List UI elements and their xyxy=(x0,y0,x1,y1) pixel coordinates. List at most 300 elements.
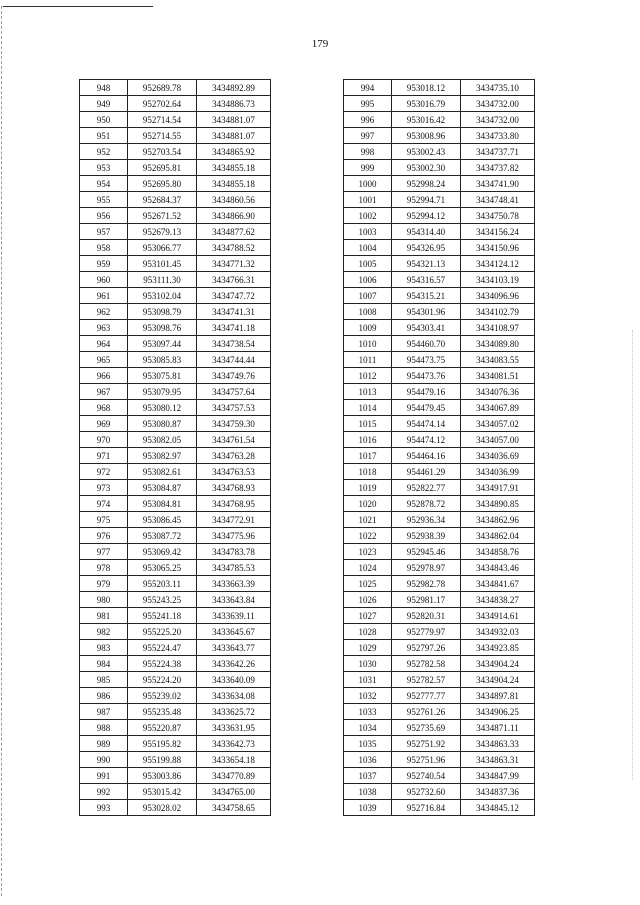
point-number-cell: 977 xyxy=(80,544,128,560)
y-coordinate-cell: 3434838.27 xyxy=(461,592,535,608)
top-rule xyxy=(3,6,153,7)
point-number-cell: 960 xyxy=(80,272,128,288)
x-coordinate-cell: 953086.45 xyxy=(128,512,197,528)
y-coordinate-cell: 3434881.07 xyxy=(197,112,271,128)
point-number-cell: 970 xyxy=(80,432,128,448)
x-coordinate-cell: 952703.54 xyxy=(128,144,197,160)
x-coordinate-cell: 952777.77 xyxy=(392,688,461,704)
y-coordinate-cell: 3434768.93 xyxy=(197,480,271,496)
y-coordinate-cell: 3434923.85 xyxy=(461,640,535,656)
y-coordinate-cell: 3434738.54 xyxy=(197,336,271,352)
x-coordinate-cell: 953111.30 xyxy=(128,272,197,288)
table-row xyxy=(344,688,535,704)
x-coordinate-cell: 953003.86 xyxy=(128,768,197,784)
y-coordinate-cell: 3434917.91 xyxy=(461,480,535,496)
table-row xyxy=(80,304,271,320)
x-coordinate-cell: 953098.79 xyxy=(128,304,197,320)
y-coordinate-cell: 3434067.89 xyxy=(461,400,535,416)
point-number-cell: 1038 xyxy=(344,784,392,800)
point-number-cell: 957 xyxy=(80,224,128,240)
x-coordinate-cell: 953002.30 xyxy=(392,160,461,176)
y-coordinate-cell: 3434757.53 xyxy=(197,400,271,416)
y-coordinate-cell: 3434892.89 xyxy=(197,80,271,96)
y-coordinate-cell: 3434102.79 xyxy=(461,304,535,320)
x-coordinate-cell: 952714.54 xyxy=(128,112,197,128)
point-number-cell: 961 xyxy=(80,288,128,304)
table-row xyxy=(344,800,535,816)
y-coordinate-cell: 3434775.96 xyxy=(197,528,271,544)
y-coordinate-cell: 3434862.04 xyxy=(461,528,535,544)
point-number-cell: 988 xyxy=(80,720,128,736)
y-coordinate-cell: 3433631.95 xyxy=(197,720,271,736)
x-coordinate-cell: 952714.55 xyxy=(128,128,197,144)
point-number-cell: 990 xyxy=(80,752,128,768)
y-coordinate-cell: 3433643.84 xyxy=(197,592,271,608)
point-number-cell: 1023 xyxy=(344,544,392,560)
y-coordinate-cell: 3433663.39 xyxy=(197,576,271,592)
x-coordinate-cell: 952936.34 xyxy=(392,512,461,528)
point-number-cell: 1010 xyxy=(344,336,392,352)
point-number-cell: 998 xyxy=(344,144,392,160)
point-number-cell: 968 xyxy=(80,400,128,416)
x-coordinate-cell: 952822.77 xyxy=(392,480,461,496)
y-coordinate-cell: 3434757.64 xyxy=(197,384,271,400)
y-coordinate-cell: 3434886.73 xyxy=(197,96,271,112)
x-coordinate-cell: 952689.78 xyxy=(128,80,197,96)
point-number-cell: 1028 xyxy=(344,624,392,640)
table-row xyxy=(344,752,535,768)
x-coordinate-cell: 952716.84 xyxy=(392,800,461,816)
table-row xyxy=(344,288,535,304)
table-row xyxy=(80,688,271,704)
point-number-cell: 1037 xyxy=(344,768,392,784)
point-number-cell: 1025 xyxy=(344,576,392,592)
y-coordinate-cell: 3434748.41 xyxy=(461,192,535,208)
point-number-cell: 1011 xyxy=(344,352,392,368)
table-row xyxy=(80,672,271,688)
table-row xyxy=(80,320,271,336)
table-row xyxy=(80,752,271,768)
y-coordinate-cell: 3434771.32 xyxy=(197,256,271,272)
table-row xyxy=(344,736,535,752)
table-row xyxy=(344,544,535,560)
point-number-cell: 1016 xyxy=(344,432,392,448)
x-coordinate-cell: 954479.16 xyxy=(392,384,461,400)
scan-left-edge xyxy=(1,6,2,896)
point-number-cell: 1019 xyxy=(344,480,392,496)
y-coordinate-cell: 3434732.00 xyxy=(461,112,535,128)
x-coordinate-cell: 952878.72 xyxy=(392,496,461,512)
table-row xyxy=(80,224,271,240)
y-coordinate-cell: 3434865.92 xyxy=(197,144,271,160)
table-row xyxy=(80,400,271,416)
point-number-cell: 959 xyxy=(80,256,128,272)
point-number-cell: 987 xyxy=(80,704,128,720)
x-coordinate-cell: 955243.25 xyxy=(128,592,197,608)
x-coordinate-cell: 955224.47 xyxy=(128,640,197,656)
y-coordinate-cell: 3434906.25 xyxy=(461,704,535,720)
point-number-cell: 1014 xyxy=(344,400,392,416)
x-coordinate-cell: 952751.92 xyxy=(392,736,461,752)
y-coordinate-cell: 3434103.19 xyxy=(461,272,535,288)
point-number-cell: 952 xyxy=(80,144,128,160)
point-number-cell: 965 xyxy=(80,352,128,368)
table-row xyxy=(80,448,271,464)
table-row xyxy=(80,288,271,304)
point-number-cell: 1005 xyxy=(344,256,392,272)
point-number-cell: 962 xyxy=(80,304,128,320)
point-number-cell: 1026 xyxy=(344,592,392,608)
x-coordinate-cell: 954474.12 xyxy=(392,432,461,448)
y-coordinate-cell: 3434747.72 xyxy=(197,288,271,304)
y-coordinate-cell: 3434057.02 xyxy=(461,416,535,432)
x-coordinate-cell: 952679.13 xyxy=(128,224,197,240)
table-row xyxy=(80,608,271,624)
point-number-cell: 1031 xyxy=(344,672,392,688)
point-number-cell: 967 xyxy=(80,384,128,400)
point-number-cell: 1015 xyxy=(344,416,392,432)
y-coordinate-cell: 3434897.81 xyxy=(461,688,535,704)
point-number-cell: 976 xyxy=(80,528,128,544)
point-number-cell: 1012 xyxy=(344,368,392,384)
table-row xyxy=(80,384,271,400)
x-coordinate-cell: 952782.58 xyxy=(392,656,461,672)
table-row xyxy=(80,768,271,784)
x-coordinate-cell: 953087.72 xyxy=(128,528,197,544)
y-coordinate-cell: 3434837.36 xyxy=(461,784,535,800)
point-number-cell: 1022 xyxy=(344,528,392,544)
table-row xyxy=(344,240,535,256)
x-coordinate-cell: 953082.61 xyxy=(128,464,197,480)
point-number-cell: 966 xyxy=(80,368,128,384)
point-number-cell: 951 xyxy=(80,128,128,144)
y-coordinate-cell: 3434855.18 xyxy=(197,160,271,176)
y-coordinate-cell: 3434877.62 xyxy=(197,224,271,240)
y-coordinate-cell: 3434096.96 xyxy=(461,288,535,304)
y-coordinate-cell: 3434866.90 xyxy=(197,208,271,224)
x-coordinate-cell: 953101.45 xyxy=(128,256,197,272)
table-row xyxy=(344,224,535,240)
y-coordinate-cell: 3434783.78 xyxy=(197,544,271,560)
table-row xyxy=(80,240,271,256)
x-coordinate-cell: 953015.42 xyxy=(128,784,197,800)
x-coordinate-cell: 953018.12 xyxy=(392,80,461,96)
table-row xyxy=(344,176,535,192)
table-row xyxy=(344,160,535,176)
y-coordinate-cell: 3434759.30 xyxy=(197,416,271,432)
table-row xyxy=(80,80,271,96)
table-row xyxy=(344,112,535,128)
table-row xyxy=(80,560,271,576)
y-coordinate-cell: 3434749.76 xyxy=(197,368,271,384)
table-row xyxy=(80,352,271,368)
coordinate-table-right xyxy=(343,79,535,816)
y-coordinate-cell: 3434765.00 xyxy=(197,784,271,800)
x-coordinate-cell: 953028.02 xyxy=(128,800,197,816)
table-row xyxy=(80,128,271,144)
point-number-cell: 999 xyxy=(344,160,392,176)
x-coordinate-cell: 955195.82 xyxy=(128,736,197,752)
table-row xyxy=(344,128,535,144)
y-coordinate-cell: 3434785.53 xyxy=(197,560,271,576)
point-number-cell: 996 xyxy=(344,112,392,128)
table-row xyxy=(344,656,535,672)
x-coordinate-cell: 954314.40 xyxy=(392,224,461,240)
table-row xyxy=(344,672,535,688)
y-coordinate-cell: 3434871.11 xyxy=(461,720,535,736)
y-coordinate-cell: 3434124.12 xyxy=(461,256,535,272)
table-row xyxy=(80,144,271,160)
y-coordinate-cell: 3433640.09 xyxy=(197,672,271,688)
point-number-cell: 1006 xyxy=(344,272,392,288)
table-row xyxy=(80,656,271,672)
y-coordinate-cell: 3434890.85 xyxy=(461,496,535,512)
x-coordinate-cell: 953008.96 xyxy=(392,128,461,144)
y-coordinate-cell: 3434904.24 xyxy=(461,656,535,672)
x-coordinate-cell: 955224.20 xyxy=(128,672,197,688)
point-number-cell: 1007 xyxy=(344,288,392,304)
point-number-cell: 954 xyxy=(80,176,128,192)
table-row xyxy=(344,384,535,400)
x-coordinate-cell: 952797.26 xyxy=(392,640,461,656)
x-coordinate-cell: 954464.16 xyxy=(392,448,461,464)
y-coordinate-cell: 3433625.72 xyxy=(197,704,271,720)
x-coordinate-cell: 954315.21 xyxy=(392,288,461,304)
table-row xyxy=(344,208,535,224)
point-number-cell: 1032 xyxy=(344,688,392,704)
y-coordinate-cell: 3434036.69 xyxy=(461,448,535,464)
x-coordinate-cell: 952994.12 xyxy=(392,208,461,224)
y-coordinate-cell: 3434741.18 xyxy=(197,320,271,336)
x-coordinate-cell: 953102.04 xyxy=(128,288,197,304)
point-number-cell: 1030 xyxy=(344,656,392,672)
x-coordinate-cell: 953002.43 xyxy=(392,144,461,160)
x-coordinate-cell: 953016.42 xyxy=(392,112,461,128)
point-number-cell: 995 xyxy=(344,96,392,112)
table-row xyxy=(80,336,271,352)
table-row xyxy=(344,256,535,272)
point-number-cell: 1002 xyxy=(344,208,392,224)
point-number-cell: 949 xyxy=(80,96,128,112)
x-coordinate-cell: 955239.02 xyxy=(128,688,197,704)
y-coordinate-cell: 3434156.24 xyxy=(461,224,535,240)
table-row xyxy=(80,480,271,496)
table-row xyxy=(80,160,271,176)
y-coordinate-cell: 3434758.65 xyxy=(197,800,271,816)
table-row xyxy=(344,80,535,96)
y-coordinate-cell: 3434750.78 xyxy=(461,208,535,224)
point-number-cell: 1008 xyxy=(344,304,392,320)
point-number-cell: 964 xyxy=(80,336,128,352)
point-number-cell: 1003 xyxy=(344,224,392,240)
y-coordinate-cell: 3434788.52 xyxy=(197,240,271,256)
table-row xyxy=(344,576,535,592)
point-number-cell: 1021 xyxy=(344,512,392,528)
table-row xyxy=(344,448,535,464)
table-row xyxy=(80,512,271,528)
x-coordinate-cell: 954301.96 xyxy=(392,304,461,320)
point-number-cell: 969 xyxy=(80,416,128,432)
x-coordinate-cell: 952735.69 xyxy=(392,720,461,736)
point-number-cell: 1017 xyxy=(344,448,392,464)
x-coordinate-cell: 954460.70 xyxy=(392,336,461,352)
point-number-cell: 993 xyxy=(80,800,128,816)
y-coordinate-cell: 3434847.99 xyxy=(461,768,535,784)
x-coordinate-cell: 952732.60 xyxy=(392,784,461,800)
x-coordinate-cell: 955241.18 xyxy=(128,608,197,624)
x-coordinate-cell: 953016.79 xyxy=(392,96,461,112)
table-row xyxy=(80,720,271,736)
point-number-cell: 1004 xyxy=(344,240,392,256)
x-coordinate-cell: 952998.24 xyxy=(392,176,461,192)
table-row xyxy=(344,768,535,784)
point-number-cell: 1024 xyxy=(344,560,392,576)
point-number-cell: 1018 xyxy=(344,464,392,480)
point-number-cell: 975 xyxy=(80,512,128,528)
point-number-cell: 984 xyxy=(80,656,128,672)
x-coordinate-cell: 953085.83 xyxy=(128,352,197,368)
table-row xyxy=(80,96,271,112)
table-row xyxy=(344,560,535,576)
y-coordinate-cell: 3434741.31 xyxy=(197,304,271,320)
table-row xyxy=(80,640,271,656)
x-coordinate-cell: 952702.64 xyxy=(128,96,197,112)
point-number-cell: 958 xyxy=(80,240,128,256)
point-number-cell: 955 xyxy=(80,192,128,208)
table-row xyxy=(80,208,271,224)
table-row xyxy=(344,608,535,624)
x-coordinate-cell: 953075.81 xyxy=(128,368,197,384)
point-number-cell: 989 xyxy=(80,736,128,752)
x-coordinate-cell: 955235.48 xyxy=(128,704,197,720)
x-coordinate-cell: 954316.57 xyxy=(392,272,461,288)
y-coordinate-cell: 3434732.00 xyxy=(461,96,535,112)
x-coordinate-cell: 952695.80 xyxy=(128,176,197,192)
table-row xyxy=(344,192,535,208)
x-coordinate-cell: 953084.81 xyxy=(128,496,197,512)
point-number-cell: 992 xyxy=(80,784,128,800)
table-row xyxy=(344,704,535,720)
x-coordinate-cell: 954321.13 xyxy=(392,256,461,272)
y-coordinate-cell: 3434772.91 xyxy=(197,512,271,528)
table-row xyxy=(344,272,535,288)
x-coordinate-cell: 952761.26 xyxy=(392,704,461,720)
table-row xyxy=(80,592,271,608)
table-row xyxy=(344,512,535,528)
y-coordinate-cell: 3434766.31 xyxy=(197,272,271,288)
x-coordinate-cell: 954479.45 xyxy=(392,400,461,416)
y-coordinate-cell: 3434845.12 xyxy=(461,800,535,816)
point-number-cell: 971 xyxy=(80,448,128,464)
point-number-cell: 1027 xyxy=(344,608,392,624)
x-coordinate-cell: 953080.12 xyxy=(128,400,197,416)
table-row xyxy=(344,400,535,416)
y-coordinate-cell: 3434057.00 xyxy=(461,432,535,448)
y-coordinate-cell: 3434932.03 xyxy=(461,624,535,640)
y-coordinate-cell: 3434862.96 xyxy=(461,512,535,528)
point-number-cell: 974 xyxy=(80,496,128,512)
point-number-cell: 994 xyxy=(344,80,392,96)
table-row xyxy=(80,624,271,640)
y-coordinate-cell: 3434855.18 xyxy=(197,176,271,192)
table-row xyxy=(80,464,271,480)
table-row xyxy=(80,256,271,272)
table-row xyxy=(344,720,535,736)
y-coordinate-cell: 3433643.77 xyxy=(197,640,271,656)
x-coordinate-cell: 952740.54 xyxy=(392,768,461,784)
y-coordinate-cell: 3434881.07 xyxy=(197,128,271,144)
table-row xyxy=(344,592,535,608)
y-coordinate-cell: 3434735.10 xyxy=(461,80,535,96)
y-coordinate-cell: 3433639.11 xyxy=(197,608,271,624)
coordinate-table-left xyxy=(79,79,271,816)
point-number-cell: 1035 xyxy=(344,736,392,752)
y-coordinate-cell: 3433634.08 xyxy=(197,688,271,704)
y-coordinate-cell: 3434843.46 xyxy=(461,560,535,576)
x-coordinate-cell: 952751.96 xyxy=(392,752,461,768)
table-row xyxy=(80,576,271,592)
point-number-cell: 986 xyxy=(80,688,128,704)
point-number-cell: 981 xyxy=(80,608,128,624)
table-row xyxy=(80,272,271,288)
x-coordinate-cell: 954473.75 xyxy=(392,352,461,368)
point-number-cell: 972 xyxy=(80,464,128,480)
x-coordinate-cell: 955199.88 xyxy=(128,752,197,768)
table-row xyxy=(344,144,535,160)
x-coordinate-cell: 953069.42 xyxy=(128,544,197,560)
table-row xyxy=(80,192,271,208)
table-row xyxy=(80,368,271,384)
point-number-cell: 1000 xyxy=(344,176,392,192)
table-row xyxy=(344,304,535,320)
y-coordinate-cell: 3434841.67 xyxy=(461,576,535,592)
table-row xyxy=(344,416,535,432)
scan-right-edge xyxy=(632,330,633,780)
x-coordinate-cell: 954461.29 xyxy=(392,464,461,480)
point-number-cell: 1034 xyxy=(344,720,392,736)
y-coordinate-cell: 3434744.44 xyxy=(197,352,271,368)
point-number-cell: 1033 xyxy=(344,704,392,720)
y-coordinate-cell: 3434914.61 xyxy=(461,608,535,624)
y-coordinate-cell: 3434863.31 xyxy=(461,752,535,768)
y-coordinate-cell: 3434863.33 xyxy=(461,736,535,752)
point-number-cell: 956 xyxy=(80,208,128,224)
x-coordinate-cell: 952695.81 xyxy=(128,160,197,176)
x-coordinate-cell: 952994.71 xyxy=(392,192,461,208)
table-row xyxy=(344,368,535,384)
y-coordinate-cell: 3434770.89 xyxy=(197,768,271,784)
point-number-cell: 983 xyxy=(80,640,128,656)
table-row xyxy=(344,464,535,480)
table-row xyxy=(344,320,535,336)
x-coordinate-cell: 952820.31 xyxy=(392,608,461,624)
table-row xyxy=(80,416,271,432)
x-coordinate-cell: 953080.87 xyxy=(128,416,197,432)
table-row xyxy=(344,496,535,512)
x-coordinate-cell: 954473.76 xyxy=(392,368,461,384)
point-number-cell: 991 xyxy=(80,768,128,784)
x-coordinate-cell: 955203.11 xyxy=(128,576,197,592)
point-number-cell: 950 xyxy=(80,112,128,128)
table-row xyxy=(80,528,271,544)
point-number-cell: 948 xyxy=(80,80,128,96)
y-coordinate-cell: 3434089.80 xyxy=(461,336,535,352)
table-row xyxy=(344,528,535,544)
point-number-cell: 1036 xyxy=(344,752,392,768)
x-coordinate-cell: 952671.52 xyxy=(128,208,197,224)
table-row xyxy=(344,640,535,656)
table-row xyxy=(344,96,535,112)
